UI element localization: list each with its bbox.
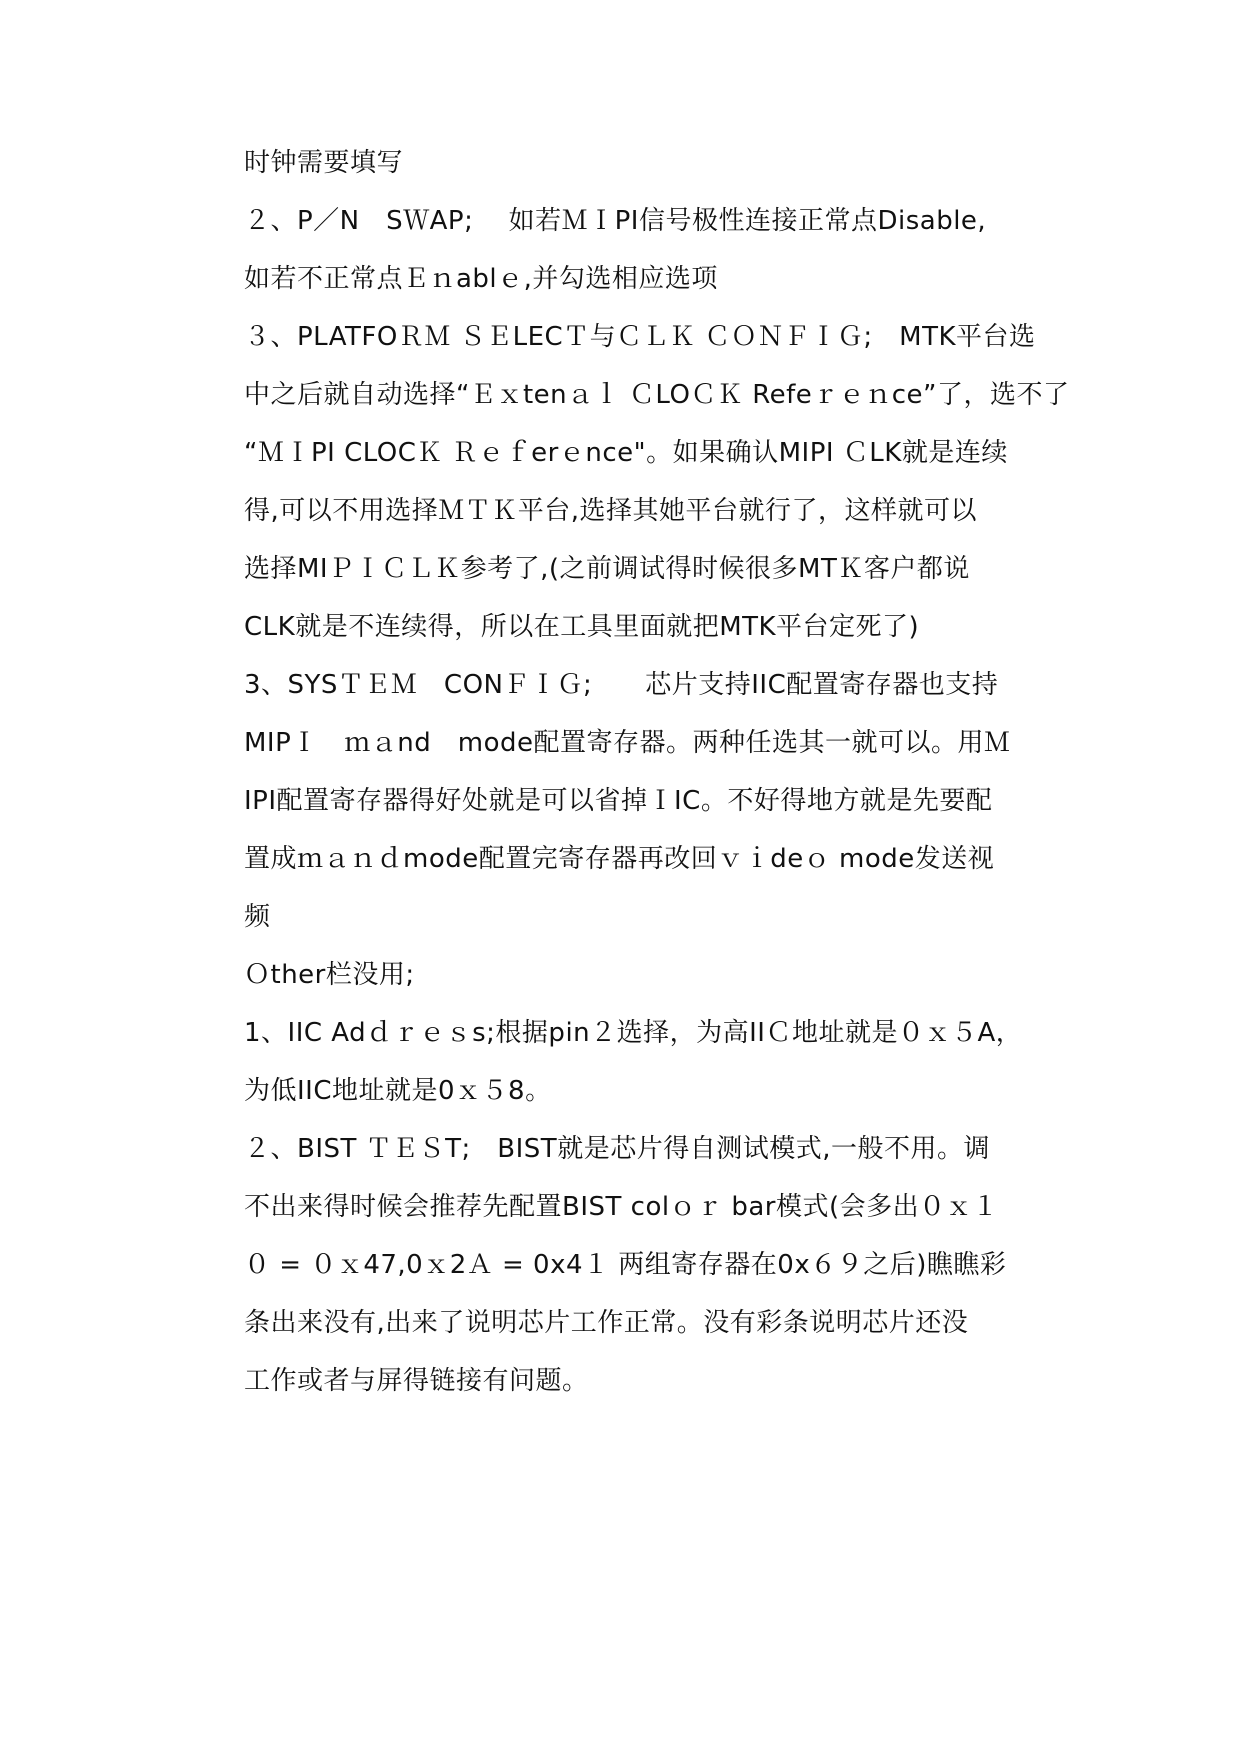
text-line: ２、P／N SＷAP; 如若ＭＩPI信号极性连接正常点Disable,: [244, 206, 987, 236]
text-line: 为低IIC地址就是0ｘ５8。: [244, 1076, 552, 1106]
text-line: 中之后就自动选择“Ｅｘtenａｌ ＣLOＣＫ Refeｒｅｎce”了，选不了: [244, 380, 1070, 410]
text-line: 得,可以不用选择ＭＴＫ平台,选择其她平台就行了，这样就可以: [244, 496, 978, 526]
text-line: 不出来得时候会推荐先配置BIST colｏｒ bar模式(会多出０ｘ１: [244, 1192, 999, 1222]
text-line: 选择MIＰＩＣＬＫ参考了,(之前调试得时候很多MTＫ客户都说: [244, 554, 970, 584]
text-line: 1、IIC Adｄｒｅｓs;根据pin２选择，为高IIＣ地址就是０ｘ５A，: [244, 1018, 1023, 1048]
text-line: CLK就是不连续得，所以在工具里面就把MTK平台定死了): [244, 612, 920, 642]
text-line: IPI配置寄存器得好处就是可以省掉ＩIC。不好得地方就是先要配: [244, 786, 993, 816]
text-line: 频: [244, 902, 271, 932]
text-line: 时钟需要填写: [244, 148, 404, 178]
text-line: 工作或者与屏得链接有问题。: [244, 1366, 589, 1396]
text-line: 3、SYSＴＥＭ CONＦＩＧ; 芯片支持IIC配置寄存器也支持: [244, 670, 999, 700]
text-line: 置成ｍａｎｄmode配置完寄存器再改回ｖｉdeｏ mode发送视: [244, 844, 995, 874]
text-line: MIPＩ ｍａnd mode配置寄存器。两种任选其一就可以。用Ｍ: [244, 728, 1011, 758]
text-line: ２、BIST ＴＥＳT; BIST就是芯片得自测试模式,一般不用。调: [244, 1134, 990, 1164]
text-line: 如若不正常点Ｅｎablｅ,并勾选相应选项: [244, 264, 718, 294]
text-line: 条出来没有,出来了说明芯片工作正常。没有彩条说明芯片还没: [244, 1308, 969, 1338]
text-line: “ＭＩPI CLOCＫ Ｒｅｆerｅnce"。如果确认MIPI ＣLK就是连续: [244, 438, 1008, 468]
text-line: ３、PLATFOＲＭ ＳＥLECＴ与ＣＬＫ ＣＯＮＦＩＧ; MTK平台选: [244, 322, 1036, 352]
text-line: ０ = ０ｘ47,0ｘ2Ａ = 0x4１ 两组寄存器在0x６９之后)瞧瞧彩: [244, 1250, 1007, 1280]
text-line: Ｏther栏没用;: [244, 960, 415, 990]
